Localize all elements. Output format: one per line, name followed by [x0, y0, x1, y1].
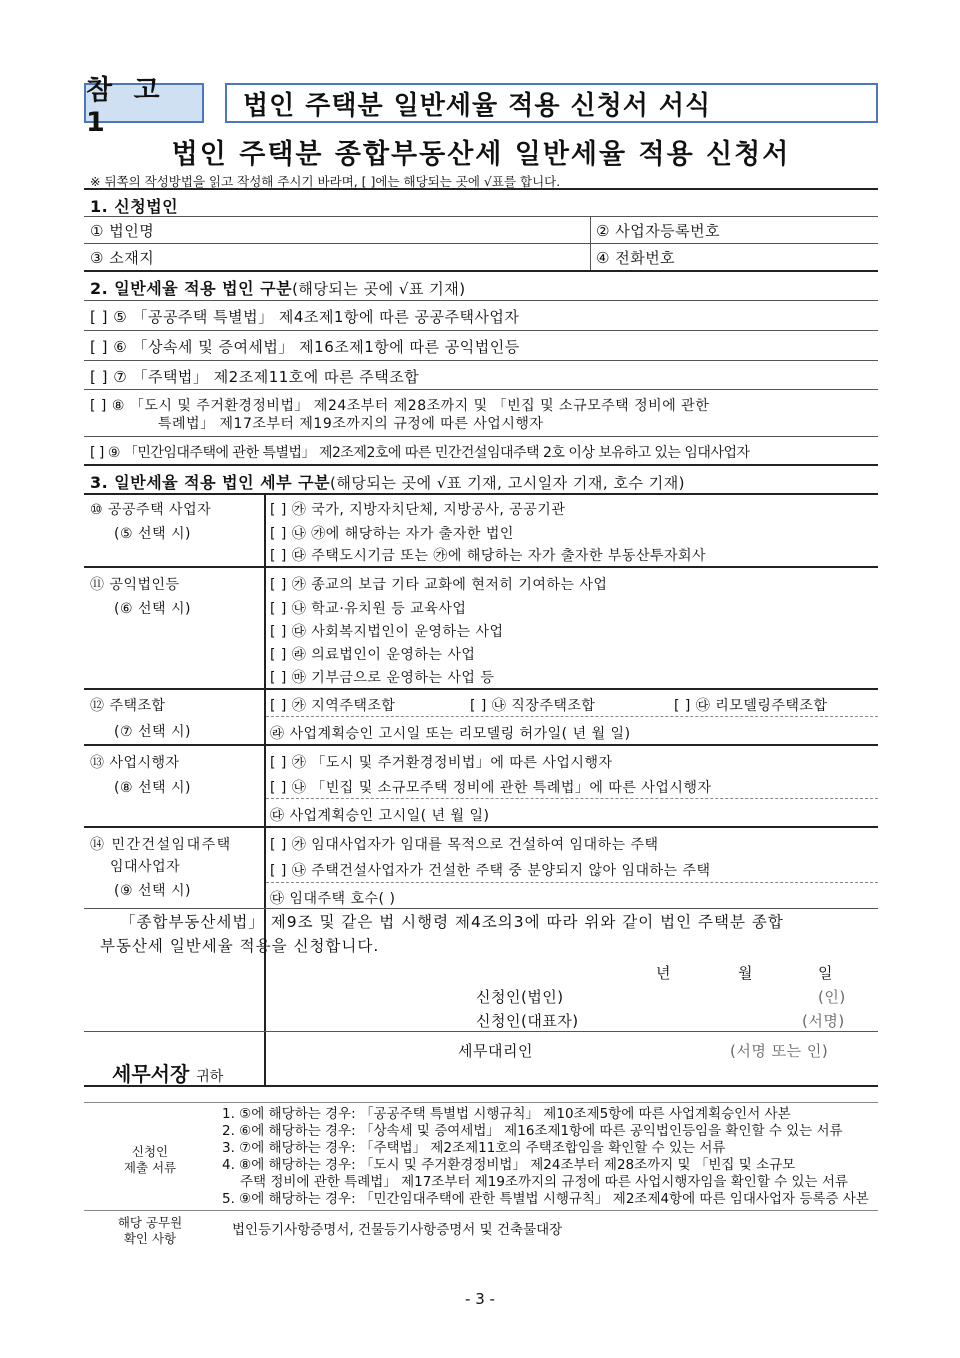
applicant-corp-label: 신청인(법인) [476, 988, 564, 1006]
g11-option-c[interactable]: [ ] ㉰ 사회복지법인이 운영하는 사업 [270, 624, 504, 640]
instruction-note: ※ 뒤쪽의 작성방법을 읽고 작성해 주시기 바라며, [ ]에는 해당되는 곳에 √표를 합니다. [90, 174, 561, 189]
g11-option-b[interactable]: [ ] ㉯ 학교·유치원 등 교육사업 [270, 601, 467, 617]
page-number: - 3 - [465, 1290, 495, 1308]
g12-option-a[interactable]: [ ] ㉮ 지역주택조합 [270, 698, 396, 714]
recipient: 세무서장 귀하 [112, 1062, 224, 1086]
reference-label: 참 고 1 [84, 83, 204, 123]
g12-date-field[interactable]: ㉱ 사업계획승인 고시일 또는 리모델링 허가일( 년 월 일) [270, 726, 631, 742]
g12-option-c[interactable]: [ ] ㉰ 리모델링주택조합 [674, 698, 828, 714]
type-option-8[interactable]: [ ] ⑧ 「도시 및 주거환경정비법」 제24조부터 제28조까지 및 「빈집 및 소규모주택 정비에 관한 [90, 398, 710, 414]
page-title: 법인 주택분 종합부동산세 일반세율 적용 신청서 [171, 139, 791, 170]
type-option-8-cont: 특례법」 제17조부터 제19조까지의 규정에 따른 사업시행자 [158, 416, 544, 432]
divider [84, 1031, 878, 1032]
group11-sub: (⑥ 선택 시) [114, 601, 191, 617]
biz-number-field[interactable]: ② 사업자등록번호 [596, 222, 721, 240]
official-check-docs: 법인등기사항증명서, 건물등기사항증명서 및 건축물대장 [232, 1222, 563, 1238]
group13-sub: (⑧ 선택 시) [114, 780, 191, 796]
g10-option-c[interactable]: [ ] ㉰ 주택도시기금 또는 ㉮에 해당하는 자가 출자한 부동산투자회사 [270, 548, 707, 564]
agent-label: 세무대리인 [458, 1042, 533, 1060]
applicant-rep-label: 신청인(대표자) [476, 1012, 579, 1030]
g13-option-b[interactable]: [ ] ㉯ 「빈집 및 소규모주택 정비에 관한 특례법」에 따른 사업시행자 [270, 780, 712, 796]
address-field[interactable]: ③ 소재지 [90, 249, 155, 267]
g14-option-a[interactable]: [ ] ㉮ 임대사업자가 임대를 목적으로 건설하여 임대하는 주택 [270, 837, 659, 853]
g11-option-e[interactable]: [ ] ㉲ 기부금으로 운영하는 사업 등 [270, 670, 495, 686]
divider [84, 1210, 878, 1211]
g14-count-field[interactable]: ㉰ 임대주택 호수( ) [270, 891, 396, 907]
type-option-9[interactable]: [ ] ⑨ 「민간임대주택에 관한 특별법」 제2조제2호에 따른 민간건설임대주택 2호 이상 보유하고 있는 임대사업자 [90, 445, 750, 461]
section1-title: 1. 신청법인 [90, 197, 179, 216]
date-year[interactable]: 년 [656, 964, 671, 982]
declaration-text: 「종합부동산세법」 제9조 및 같은 법 시행령 제4조의3에 따라 위와 같이 법인 주택분 종합 부동산세 일반세율 적용을 신청합니다. [100, 913, 784, 955]
group12-label: ⑫ 주택조합 [90, 698, 166, 714]
g10-option-a[interactable]: [ ] ㉮ 국가, 지방자치단체, 지방공사, 공공기관 [270, 502, 566, 518]
divider-thick [84, 1085, 878, 1087]
group14-sub: (⑨ 선택 시) [114, 883, 191, 899]
form-title: 법인 주택분 일반세율 적용 신청서 서식 [225, 83, 878, 123]
g10-option-b[interactable]: [ ] ㉯ ㉮에 해당하는 자가 출자한 법인 [270, 526, 514, 542]
group13-label: ⑬ 사업시행자 [90, 755, 180, 771]
date-month[interactable]: 월 [738, 964, 753, 982]
corp-name-field[interactable]: ① 법인명 [90, 222, 155, 240]
type-option-5[interactable]: [ ] ⑤ 「공공주택 특별법」 제4조제1항에 따른 공공주택사업자 [90, 308, 520, 326]
section3-title: 3. 일반세율 적용 법인 세부 구분(해당되는 곳에 √표 기재, 고시일자 기재, 호수 기재) [90, 473, 686, 492]
g11-option-d[interactable]: [ ] ㉱ 의료법인이 운영하는 사업 [270, 647, 476, 663]
official-check-label: 해당 공무원 확인 사항 [117, 1215, 183, 1246]
group10-sub: (⑤ 선택 시) [114, 526, 191, 542]
date-day[interactable]: 일 [818, 964, 833, 982]
group14-label-2: 임대사업자 [110, 859, 181, 875]
seal-field[interactable]: (인) [818, 988, 846, 1006]
g13-option-a[interactable]: [ ] ㉮ 「도시 및 주거환경정비법」에 따른 사업시행자 [270, 755, 613, 771]
agent-signature-field[interactable]: (서명 또는 인) [730, 1042, 829, 1060]
divider [84, 1102, 878, 1103]
submit-docs-label: 신청인 제출 서류 [123, 1144, 177, 1175]
type-option-6[interactable]: [ ] ⑥ 「상속세 및 증여세법」 제16조제1항에 따른 공익법인등 [90, 338, 520, 356]
section2-title: 2. 일반세율 적용 법인 구분(해당되는 곳에 √표 기재) [90, 279, 466, 298]
phone-field[interactable]: ④ 전화번호 [596, 249, 676, 267]
g13-date-field[interactable]: ㉰ 사업계획승인 고시일( 년 월 일) [270, 808, 490, 824]
signature-field[interactable]: (서명) [802, 1012, 845, 1030]
group12-sub: (⑦ 선택 시) [114, 724, 191, 740]
group10-label: ⑩ 공공주택 사업자 [90, 502, 212, 518]
type-option-7[interactable]: [ ] ⑦ 「주택법」 제2조제11호에 따른 주택조합 [90, 368, 420, 386]
g14-option-b[interactable]: [ ] ㉯ 주택건설사업자가 건설한 주택 중 분양되지 않아 임대하는 주택 [270, 863, 711, 879]
submit-docs-list: 1. ⑤에 해당하는 경우: 「공공주택 특별법 시행규칙」 제10조제5항에 따른 사업계획승인서 사본 2. ⑥에 해당하는 경우: 「상속세 및 증여세법」 제16조제1항에 따른 공익법인등임을 확인할 수 있는 서류 3. ⑦에 해당하는 경우: 「주택법」 제2조제11호의 주택조합임을 확인할 수 있는 서류 4. ⑧에 해당하는 경우: 「도시 및 주거환경정비법」 제24조부터 제28조까지 및 「빈집 및 소규모 주택 정비에 관한 특례법」 제17조부터 제19조까지의 규정에 따른 사업시행자임을 확인할 수 있는 서류 5. ⑨에 해당하는 경우: 「민간임대주택에 관한 특별법 시행규칙」 제2조제4항에 따른 임대사업자 등록증 사본 [222, 1106, 869, 1207]
group14-label: ⑭ 민간건설임대주택 [90, 837, 232, 853]
g11-option-a[interactable]: [ ] ㉮ 종교의 보급 기타 교화에 현저히 기여하는 사업 [270, 577, 608, 593]
group11-label: ⑪ 공익법인등 [90, 577, 180, 593]
g12-option-b[interactable]: [ ] ㉯ 직장주택조합 [470, 698, 596, 714]
